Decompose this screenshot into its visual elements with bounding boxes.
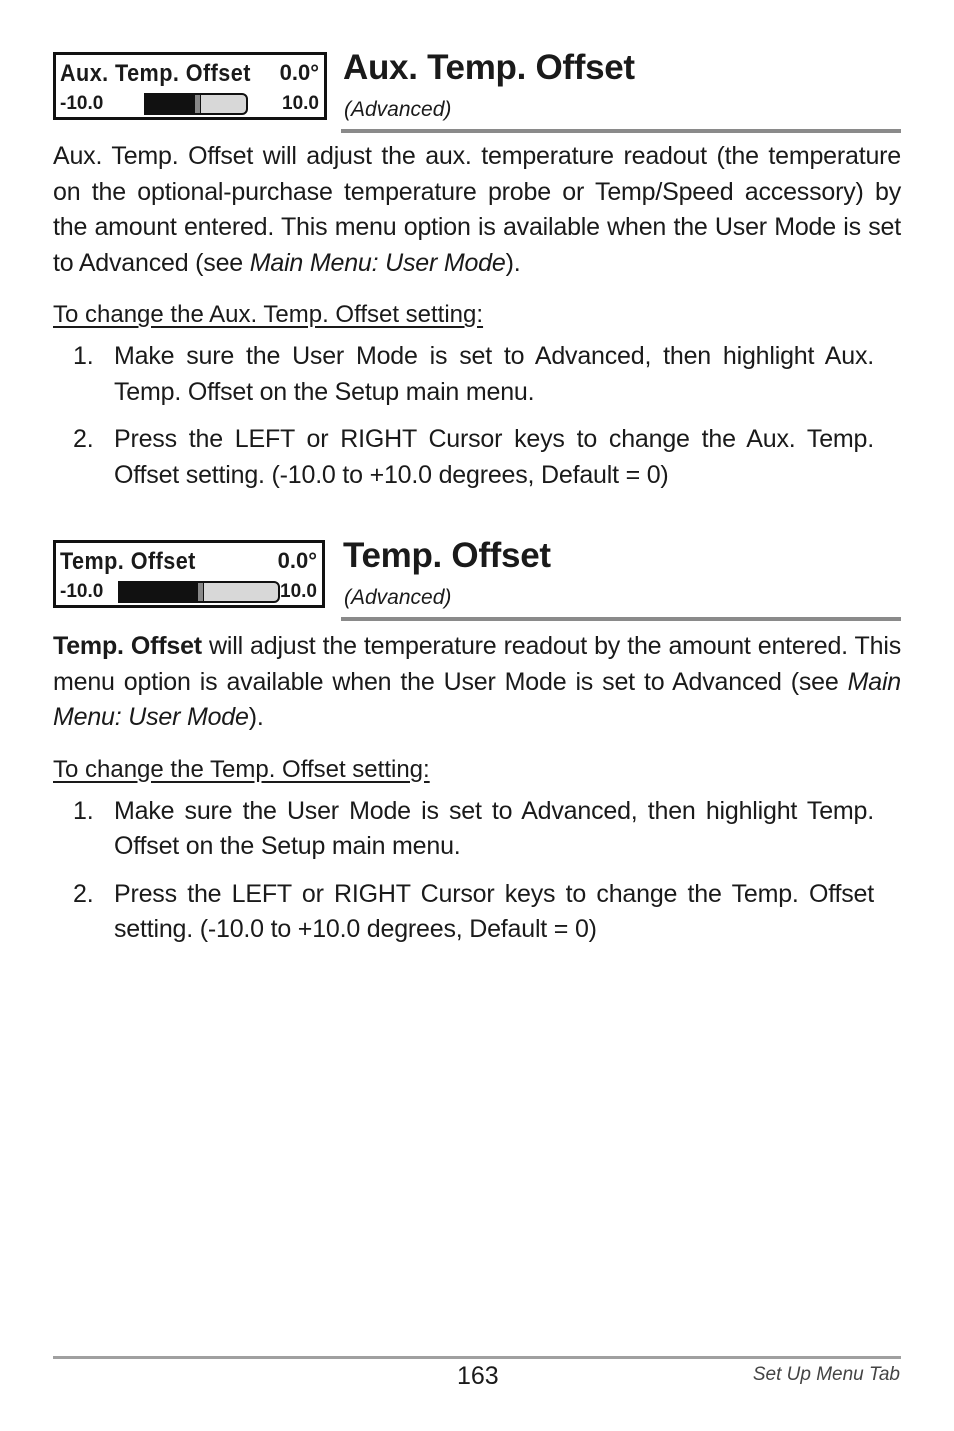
step-text: Press the LEFT or RIGHT Cursor keys to change the Temp. Offset setting. (-10.0 to +10.0 degrees, Default = 0) bbox=[114, 879, 874, 943]
step-number: 1. bbox=[73, 342, 94, 370]
list-item bbox=[53, 877, 901, 948]
step-number: 1. bbox=[73, 796, 94, 825]
description-end: ). bbox=[505, 248, 521, 277]
procedure-heading: To change the Aux. Temp. Offset setting: bbox=[53, 301, 484, 328]
menu-max: 10.0 bbox=[282, 93, 319, 114]
description-end: ). bbox=[248, 703, 264, 731]
footer-section-name: Set Up Menu Tab bbox=[752, 1364, 900, 1385]
aux-temp-offset-section bbox=[53, 50, 901, 505]
offset-slider bbox=[144, 93, 248, 115]
cross-reference: Main Menu: User Mode bbox=[249, 248, 506, 277]
section-header bbox=[53, 538, 901, 618]
section-title: Temp. Offset bbox=[343, 536, 551, 575]
description-term: Temp. Offset bbox=[53, 632, 202, 660]
section-description bbox=[53, 629, 901, 736]
list-item bbox=[53, 422, 901, 493]
step-number: 2. bbox=[73, 425, 94, 453]
procedure-steps bbox=[53, 794, 901, 948]
menu-min: -10.0 bbox=[60, 93, 104, 114]
temp-offset-menu-widget bbox=[53, 540, 325, 608]
menu-max: 10.0 bbox=[280, 581, 317, 602]
slider-fill bbox=[146, 95, 196, 113]
section-header bbox=[53, 50, 901, 130]
title-rule bbox=[341, 617, 901, 621]
page-number: 163 bbox=[457, 1362, 499, 1390]
step-text: Make sure the User Mode is set to Advanced, then highlight Aux. Temp. Offset on the Setup main menu. bbox=[114, 342, 874, 406]
menu-min: -10.0 bbox=[60, 581, 104, 602]
description-text: Aux. Temp. Offset will adjust the aux. temperature readout (the temperature on the optional-purchase temperature probe or Temp/Speed accessory) by the amount entered. This menu option is available when the User Mode is set to Advanced (see bbox=[53, 142, 901, 277]
procedure-heading: To change the Temp. Offset setting: bbox=[53, 755, 430, 783]
section-description bbox=[53, 139, 901, 281]
title-rule bbox=[341, 129, 901, 133]
section-title: Aux. Temp. Offset bbox=[343, 48, 635, 87]
aux-temp-offset-menu-widget bbox=[53, 52, 327, 120]
menu-value: 0.0° bbox=[277, 548, 317, 573]
list-item bbox=[53, 339, 901, 410]
slider-thumb bbox=[197, 582, 204, 602]
cross-reference: Main Menu: User Mode bbox=[53, 667, 901, 731]
slider-fill bbox=[120, 583, 199, 601]
section-subtitle: (Advanced) bbox=[344, 98, 452, 121]
temp-offset-section bbox=[53, 538, 901, 960]
menu-label: Aux. Temp. Offset bbox=[60, 60, 251, 87]
section-subtitle: (Advanced) bbox=[344, 586, 452, 609]
step-number: 2. bbox=[73, 879, 94, 908]
menu-label: Temp. Offset bbox=[60, 548, 196, 575]
procedure-steps bbox=[53, 339, 901, 493]
footer-rule bbox=[53, 1356, 901, 1359]
description-text: will adjust the temperature readout by the amount entered. This menu option is available when the User Mode is set to Advanced (see bbox=[53, 632, 901, 696]
menu-value: 0.0° bbox=[279, 60, 319, 85]
slider-thumb bbox=[194, 94, 201, 114]
list-item bbox=[53, 794, 901, 865]
step-text: Press the LEFT or RIGHT Cursor keys to change the Aux. Temp. Offset setting. (-10.0 to +10.0 degrees, Default = 0) bbox=[114, 425, 874, 489]
step-text: Make sure the User Mode is set to Advanced, then highlight Temp. Offset on the Setup main menu. bbox=[114, 796, 874, 860]
offset-slider bbox=[118, 581, 280, 603]
